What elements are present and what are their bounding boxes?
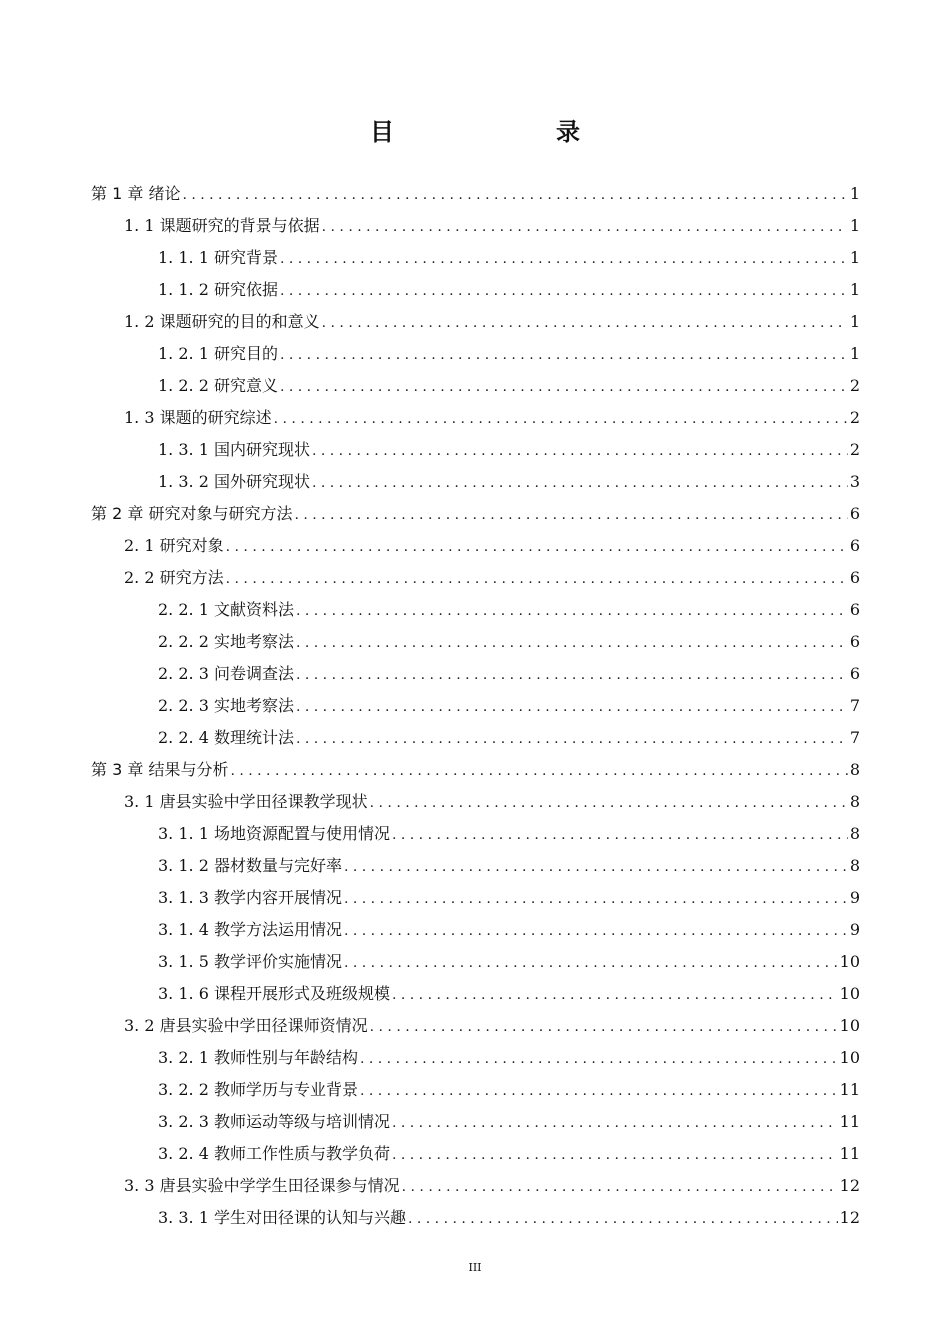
toc-entry-page: 6	[849, 632, 860, 651]
toc-dot-leader	[280, 275, 848, 307]
toc-entry-title: 1. 2. 2 研究意义	[158, 376, 278, 395]
toc-entry-title: 3. 3 唐县实验中学学生田径课参与情况	[124, 1176, 400, 1195]
toc-entry-page: 10	[839, 1048, 860, 1067]
toc-dot-leader	[344, 947, 838, 979]
toc-entry[interactable]	[124, 786, 860, 818]
toc-entry[interactable]	[91, 178, 860, 210]
toc-entry-title: 3. 1. 1 场地资源配置与使用情况	[158, 824, 390, 843]
toc-entry-page: 9	[849, 920, 860, 939]
toc-entry-page: 11	[839, 1112, 860, 1131]
toc-dot-leader	[280, 339, 848, 371]
toc-entry-title: 1. 3. 1 国内研究现状	[158, 440, 310, 459]
toc-entry-page: 1	[849, 280, 860, 299]
toc-entry-title: 2. 1 研究对象	[124, 536, 224, 555]
toc-dot-leader	[370, 787, 848, 819]
toc-entry[interactable]	[124, 402, 860, 434]
toc-entry[interactable]	[158, 914, 860, 946]
toc-entry-page: 1	[849, 312, 860, 331]
toc-entry-title: 第 3 章 结果与分析	[91, 760, 229, 779]
toc-dot-leader	[274, 403, 848, 435]
toc-entry[interactable]	[158, 1138, 860, 1170]
toc-dot-leader	[312, 435, 848, 467]
toc-entry[interactable]	[91, 498, 860, 530]
toc-dot-leader	[296, 627, 848, 659]
toc-entry-title: 2. 2. 3 问卷调查法	[158, 664, 294, 683]
toc-entry-page: 6	[849, 664, 860, 683]
toc-dot-leader	[322, 211, 848, 243]
toc-entry-title: 第 1 章 绪论	[91, 184, 181, 203]
toc-entry-title: 2. 2. 3 实地考察法	[158, 696, 294, 715]
toc-entry-page: 8	[849, 792, 860, 811]
toc-entry-page: 2	[849, 408, 860, 427]
toc-entry-title: 1. 3. 2 国外研究现状	[158, 472, 310, 491]
toc-entry-page: 9	[849, 888, 860, 907]
toc-dot-leader	[344, 883, 848, 915]
toc-entry-title: 2. 2 研究方法	[124, 568, 224, 587]
toc-entry-page: 1	[849, 184, 860, 203]
toc-entry[interactable]	[158, 338, 860, 370]
toc-entry-title: 第 2 章 研究对象与研究方法	[91, 504, 293, 523]
toc-entry[interactable]	[91, 754, 860, 786]
toc-entry[interactable]	[158, 1074, 860, 1106]
page-number: III	[468, 1261, 482, 1274]
toc-entry[interactable]	[158, 978, 860, 1010]
toc-entry-page: 10	[839, 984, 860, 1003]
toc-dot-leader	[312, 467, 848, 499]
toc-entry-title: 3. 1. 4 教学方法运用情况	[158, 920, 342, 939]
toc-entry[interactable]	[158, 274, 860, 306]
toc-dot-leader	[280, 243, 848, 275]
toc-entry-title: 1. 3 课题的研究综述	[124, 408, 272, 427]
toc-entry-title: 2. 2. 4 数理统计法	[158, 728, 294, 747]
toc-entry-title: 3. 2 唐县实验中学田径课师资情况	[124, 1016, 368, 1035]
toc-dot-leader	[280, 371, 848, 403]
toc-entry-page: 10	[839, 1016, 860, 1035]
toc-dot-leader	[370, 1011, 838, 1043]
page-title: 目 录	[370, 118, 618, 146]
toc-entry-title: 3. 1. 2 器材数量与完好率	[158, 856, 342, 875]
toc-dot-leader	[344, 915, 848, 947]
toc-entry-page: 3	[849, 472, 860, 491]
toc-entry-title: 1. 1 课题研究的背景与依据	[124, 216, 320, 235]
toc-entry[interactable]	[158, 594, 860, 626]
toc-entry[interactable]	[124, 210, 860, 242]
toc-dot-leader	[360, 1043, 838, 1075]
toc-dot-leader	[322, 307, 848, 339]
toc-entry-page: 1	[849, 248, 860, 267]
toc-entry[interactable]	[158, 1106, 860, 1138]
toc-dot-leader	[226, 563, 848, 595]
toc-entry[interactable]	[124, 306, 860, 338]
toc-entry-page: 2	[849, 376, 860, 395]
toc-entry-title: 3. 1 唐县实验中学田径课教学现状	[124, 792, 368, 811]
toc-dot-leader	[230, 755, 847, 787]
toc-entry-title: 3. 2. 4 教师工作性质与教学负荷	[158, 1144, 390, 1163]
toc-dot-leader	[296, 691, 848, 723]
toc-entry-title: 2. 2. 2 实地考察法	[158, 632, 294, 651]
toc-dot-leader	[296, 723, 848, 755]
toc-dot-leader	[408, 1203, 838, 1235]
toc-entry[interactable]	[158, 434, 860, 466]
toc-entry-title: 1. 2 课题研究的目的和意义	[124, 312, 320, 331]
toc-entry-title: 3. 1. 6 课程开展形式及班级规模	[158, 984, 390, 1003]
toc-entry[interactable]	[158, 466, 860, 498]
toc-dot-leader	[182, 179, 847, 211]
toc-entry-title: 3. 2. 1 教师性别与年龄结构	[158, 1048, 358, 1067]
toc-entry-title: 1. 1. 1 研究背景	[158, 248, 278, 267]
toc-entry-page: 2	[849, 440, 860, 459]
toc-dot-leader	[392, 1107, 838, 1139]
toc-entry[interactable]	[124, 530, 860, 562]
toc-dot-leader	[392, 819, 848, 851]
toc-entry[interactable]	[158, 850, 860, 882]
toc-entry-page: 8	[849, 824, 860, 843]
toc-entry-page: 7	[849, 696, 860, 715]
toc-entry-page: 6	[849, 600, 860, 619]
toc-entry-page: 8	[849, 856, 860, 875]
toc-entry[interactable]	[124, 1170, 860, 1202]
toc-entry-title: 3. 1. 3 教学内容开展情况	[158, 888, 342, 907]
toc-entry-page: 12	[839, 1208, 860, 1227]
toc-dot-leader	[226, 531, 848, 563]
toc-dot-leader	[392, 979, 838, 1011]
toc-dot-leader	[402, 1171, 838, 1203]
toc-entry-title: 1. 2. 1 研究目的	[158, 344, 278, 363]
toc-entry[interactable]	[158, 818, 860, 850]
toc-entry[interactable]	[158, 722, 860, 754]
toc-entry[interactable]	[158, 626, 860, 658]
toc-entry-page: 6	[849, 568, 860, 587]
toc-entry-title: 2. 2. 1 文献资料法	[158, 600, 294, 619]
toc-entry[interactable]	[158, 1042, 860, 1074]
toc-entry-page: 1	[849, 344, 860, 363]
toc-entry[interactable]	[158, 690, 860, 722]
toc-entry[interactable]	[158, 370, 860, 402]
toc-entry-title: 3. 3. 1 学生对田径课的认知与兴趣	[158, 1208, 406, 1227]
toc-dot-leader	[296, 595, 848, 627]
toc-entry-title: 3. 2. 2 教师学历与专业背景	[158, 1080, 358, 1099]
toc-entry-title: 1. 1. 2 研究依据	[158, 280, 278, 299]
toc-entry[interactable]	[124, 562, 860, 594]
toc-entry-page: 1	[849, 216, 860, 235]
toc-dot-leader	[360, 1075, 838, 1107]
toc-entry[interactable]	[158, 882, 860, 914]
toc-entry[interactable]	[124, 1010, 860, 1042]
toc-entry[interactable]	[158, 242, 860, 274]
toc-entry-page: 10	[839, 952, 860, 971]
toc-entry-page: 7	[849, 728, 860, 747]
toc-entry-page: 6	[849, 504, 860, 523]
toc-entry-title: 3. 2. 3 教师运动等级与培训情况	[158, 1112, 390, 1131]
toc-dot-leader	[392, 1139, 838, 1171]
toc-dot-leader	[344, 851, 848, 883]
toc-entry-page: 6	[849, 536, 860, 555]
toc-entry-page: 12	[839, 1176, 860, 1195]
toc-entry[interactable]	[158, 1202, 860, 1234]
toc-dot-leader	[294, 499, 847, 531]
toc-entry-title: 3. 1. 5 教学评价实施情况	[158, 952, 342, 971]
toc-entry-page: 11	[839, 1080, 860, 1099]
toc-entry-page: 8	[849, 760, 860, 779]
toc-dot-leader	[296, 659, 848, 691]
toc-entry-page: 11	[839, 1144, 860, 1163]
toc-entry[interactable]	[158, 946, 860, 978]
toc-entry[interactable]	[158, 658, 860, 690]
